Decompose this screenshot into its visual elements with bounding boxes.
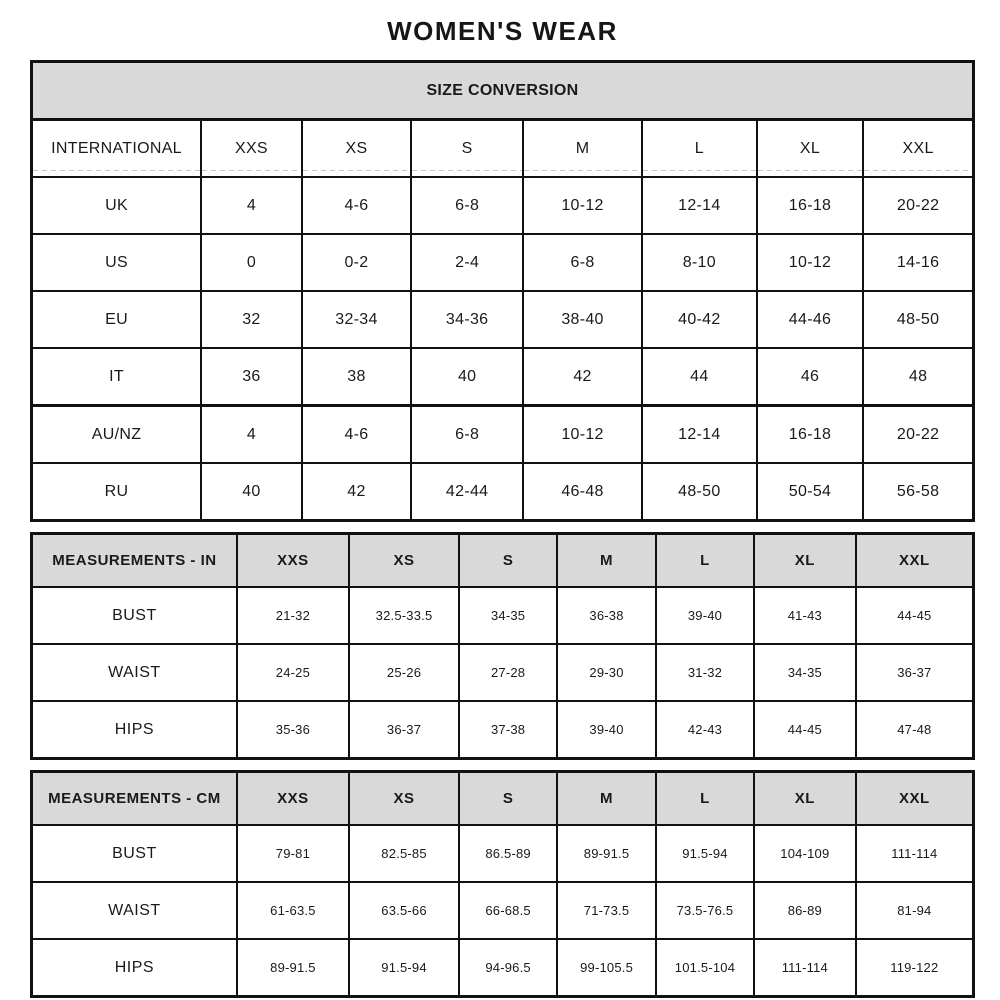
column-header-l: L xyxy=(642,120,757,178)
measurement-cell: 91.5-94 xyxy=(656,825,754,882)
size-cell: 4 xyxy=(201,406,302,464)
column-header-xl: XL xyxy=(757,120,863,178)
measurement-cell: 104-109 xyxy=(754,825,856,882)
table-row-hips-in xyxy=(32,701,974,759)
measurement-cell: 27-28 xyxy=(459,644,557,701)
size-cell: 16-18 xyxy=(757,177,863,234)
measurement-cell: 66-68.5 xyxy=(459,882,557,939)
measurement-cell: 36-37 xyxy=(349,701,459,759)
measurement-cell: 71-73.5 xyxy=(557,882,656,939)
row-label: EU xyxy=(32,291,202,348)
row-label: AU/NZ xyxy=(32,406,202,464)
measurement-cell: 111-114 xyxy=(754,939,856,997)
size-cell: 40-42 xyxy=(642,291,757,348)
column-header-xxs: XXS xyxy=(237,534,349,588)
row-label: UK xyxy=(32,177,202,234)
measurement-cell: 101.5-104 xyxy=(656,939,754,997)
column-header-s: S xyxy=(459,534,557,588)
table-row-it xyxy=(32,348,974,406)
measurement-cell: 99-105.5 xyxy=(557,939,656,997)
measurement-cell: 91.5-94 xyxy=(349,939,459,997)
table-banner-row xyxy=(32,62,974,120)
size-cell: 4 xyxy=(201,177,302,234)
size-cell: 10-12 xyxy=(523,177,642,234)
size-cell: 34-36 xyxy=(411,291,523,348)
table-row-uk xyxy=(32,177,974,234)
size-cell: 38-40 xyxy=(523,291,642,348)
size-cell: 12-14 xyxy=(642,177,757,234)
size-cell: 6-8 xyxy=(411,406,523,464)
measurement-cell: 42-43 xyxy=(656,701,754,759)
size-cell: 48-50 xyxy=(642,463,757,521)
column-header-international: INTERNATIONAL xyxy=(32,120,202,178)
size-cell: 20-22 xyxy=(863,406,973,464)
measurement-cell: 29-30 xyxy=(557,644,656,701)
size-cell: 6-8 xyxy=(523,234,642,291)
row-label: WAIST xyxy=(32,644,237,701)
table-row-aunz xyxy=(32,406,974,464)
size-cell: 14-16 xyxy=(863,234,973,291)
row-label: IT xyxy=(32,348,202,406)
size-cell: 32-34 xyxy=(302,291,411,348)
table-row-hips-cm xyxy=(32,939,974,997)
measurements-in-title: MEASUREMENTS - IN xyxy=(32,534,237,588)
size-cell: 46 xyxy=(757,348,863,406)
measurement-cell: 34-35 xyxy=(754,644,856,701)
measurement-cell: 36-37 xyxy=(856,644,974,701)
table-row-eu xyxy=(32,291,974,348)
size-cell: 42-44 xyxy=(411,463,523,521)
size-cell: 10-12 xyxy=(523,406,642,464)
measurement-cell: 81-94 xyxy=(856,882,974,939)
column-header-xs: XS xyxy=(349,772,459,826)
measurement-cell: 89-91.5 xyxy=(237,939,349,997)
size-cell: 46-48 xyxy=(523,463,642,521)
measurement-cell: 39-40 xyxy=(557,701,656,759)
size-cell: 40 xyxy=(411,348,523,406)
row-label: BUST xyxy=(32,825,237,882)
measurement-cell: 21-32 xyxy=(237,587,349,644)
measurement-cell: 119-122 xyxy=(856,939,974,997)
size-columns-row xyxy=(32,120,974,178)
measurement-cell: 39-40 xyxy=(656,587,754,644)
measurement-cell: 89-91.5 xyxy=(557,825,656,882)
row-label: HIPS xyxy=(32,939,237,997)
measurement-cell: 36-38 xyxy=(557,587,656,644)
size-cell: 12-14 xyxy=(642,406,757,464)
measurement-cell: 44-45 xyxy=(754,701,856,759)
size-cell: 42 xyxy=(302,463,411,521)
measurement-cell: 32.5-33.5 xyxy=(349,587,459,644)
size-cell: 6-8 xyxy=(411,177,523,234)
column-header-xxl: XXL xyxy=(856,534,974,588)
size-cell: 42 xyxy=(523,348,642,406)
size-cell: 20-22 xyxy=(863,177,973,234)
size-guide-sheet xyxy=(30,0,975,998)
size-cell: 50-54 xyxy=(757,463,863,521)
measurement-cell: 61-63.5 xyxy=(237,882,349,939)
size-cell: 40 xyxy=(201,463,302,521)
row-label: BUST xyxy=(32,587,237,644)
measurement-cell: 25-26 xyxy=(349,644,459,701)
column-header-m: M xyxy=(523,120,642,178)
column-header-xs: XS xyxy=(302,120,411,178)
measurement-cell: 63.5-66 xyxy=(349,882,459,939)
column-header-m: M xyxy=(557,534,656,588)
column-header-xxs: XXS xyxy=(201,120,302,178)
column-header-xl: XL xyxy=(754,534,856,588)
column-header-m: M xyxy=(557,772,656,826)
size-cell: 4-6 xyxy=(302,406,411,464)
measurement-cell: 79-81 xyxy=(237,825,349,882)
measurement-cell: 24-25 xyxy=(237,644,349,701)
row-label: RU xyxy=(32,463,202,521)
measurement-cell: 41-43 xyxy=(754,587,856,644)
size-cell: 2-4 xyxy=(411,234,523,291)
size-cell: 10-12 xyxy=(757,234,863,291)
measurement-cell: 37-38 xyxy=(459,701,557,759)
table-row-bust-in xyxy=(32,587,974,644)
measurement-cell: 47-48 xyxy=(856,701,974,759)
measurement-cell: 73.5-76.5 xyxy=(656,882,754,939)
column-header-xxl: XXL xyxy=(863,120,973,178)
measurement-cell: 82.5-85 xyxy=(349,825,459,882)
row-label: WAIST xyxy=(32,882,237,939)
size-conversion-banner: SIZE CONVERSION xyxy=(32,62,974,120)
column-header-s: S xyxy=(411,120,523,178)
size-cell: 48 xyxy=(863,348,973,406)
column-header-l: L xyxy=(656,534,754,588)
size-cell: 4-6 xyxy=(302,177,411,234)
measurement-cell: 34-35 xyxy=(459,587,557,644)
size-cell: 38 xyxy=(302,348,411,406)
size-cell: 36 xyxy=(201,348,302,406)
measurement-cell: 86.5-89 xyxy=(459,825,557,882)
column-header-xs: XS xyxy=(349,534,459,588)
size-cell: 44-46 xyxy=(757,291,863,348)
column-header-xxl: XXL xyxy=(856,772,974,826)
size-cell: 48-50 xyxy=(863,291,973,348)
size-cell: 44 xyxy=(642,348,757,406)
measurement-cell: 31-32 xyxy=(656,644,754,701)
row-label: HIPS xyxy=(32,701,237,759)
size-cell: 56-58 xyxy=(863,463,973,521)
size-cell: 0 xyxy=(201,234,302,291)
measurements-cm-header-row xyxy=(32,772,974,826)
measurement-cell: 44-45 xyxy=(856,587,974,644)
measurements-in-header-row xyxy=(32,534,974,588)
measurements-cm-table xyxy=(30,770,975,998)
column-header-l: L xyxy=(656,772,754,826)
table-row-waist-in xyxy=(32,644,974,701)
size-cell: 16-18 xyxy=(757,406,863,464)
column-header-xl: XL xyxy=(754,772,856,826)
table-row-ru xyxy=(32,463,974,521)
measurements-cm-title: MEASUREMENTS - CM xyxy=(32,772,237,826)
measurements-in-table xyxy=(30,532,975,760)
table-row-us xyxy=(32,234,974,291)
measurement-cell: 111-114 xyxy=(856,825,974,882)
row-label: US xyxy=(32,234,202,291)
size-cell: 32 xyxy=(201,291,302,348)
column-header-s: S xyxy=(459,772,557,826)
measurement-cell: 86-89 xyxy=(754,882,856,939)
size-conversion-table xyxy=(30,60,975,522)
column-header-xxs: XXS xyxy=(237,772,349,826)
measurement-cell: 94-96.5 xyxy=(459,939,557,997)
size-cell: 8-10 xyxy=(642,234,757,291)
measurement-cell: 35-36 xyxy=(237,701,349,759)
size-cell: 0-2 xyxy=(302,234,411,291)
table-row-waist-cm xyxy=(32,882,974,939)
table-row-bust-cm xyxy=(32,825,974,882)
page-title: WOMEN'S WEAR xyxy=(387,16,618,46)
